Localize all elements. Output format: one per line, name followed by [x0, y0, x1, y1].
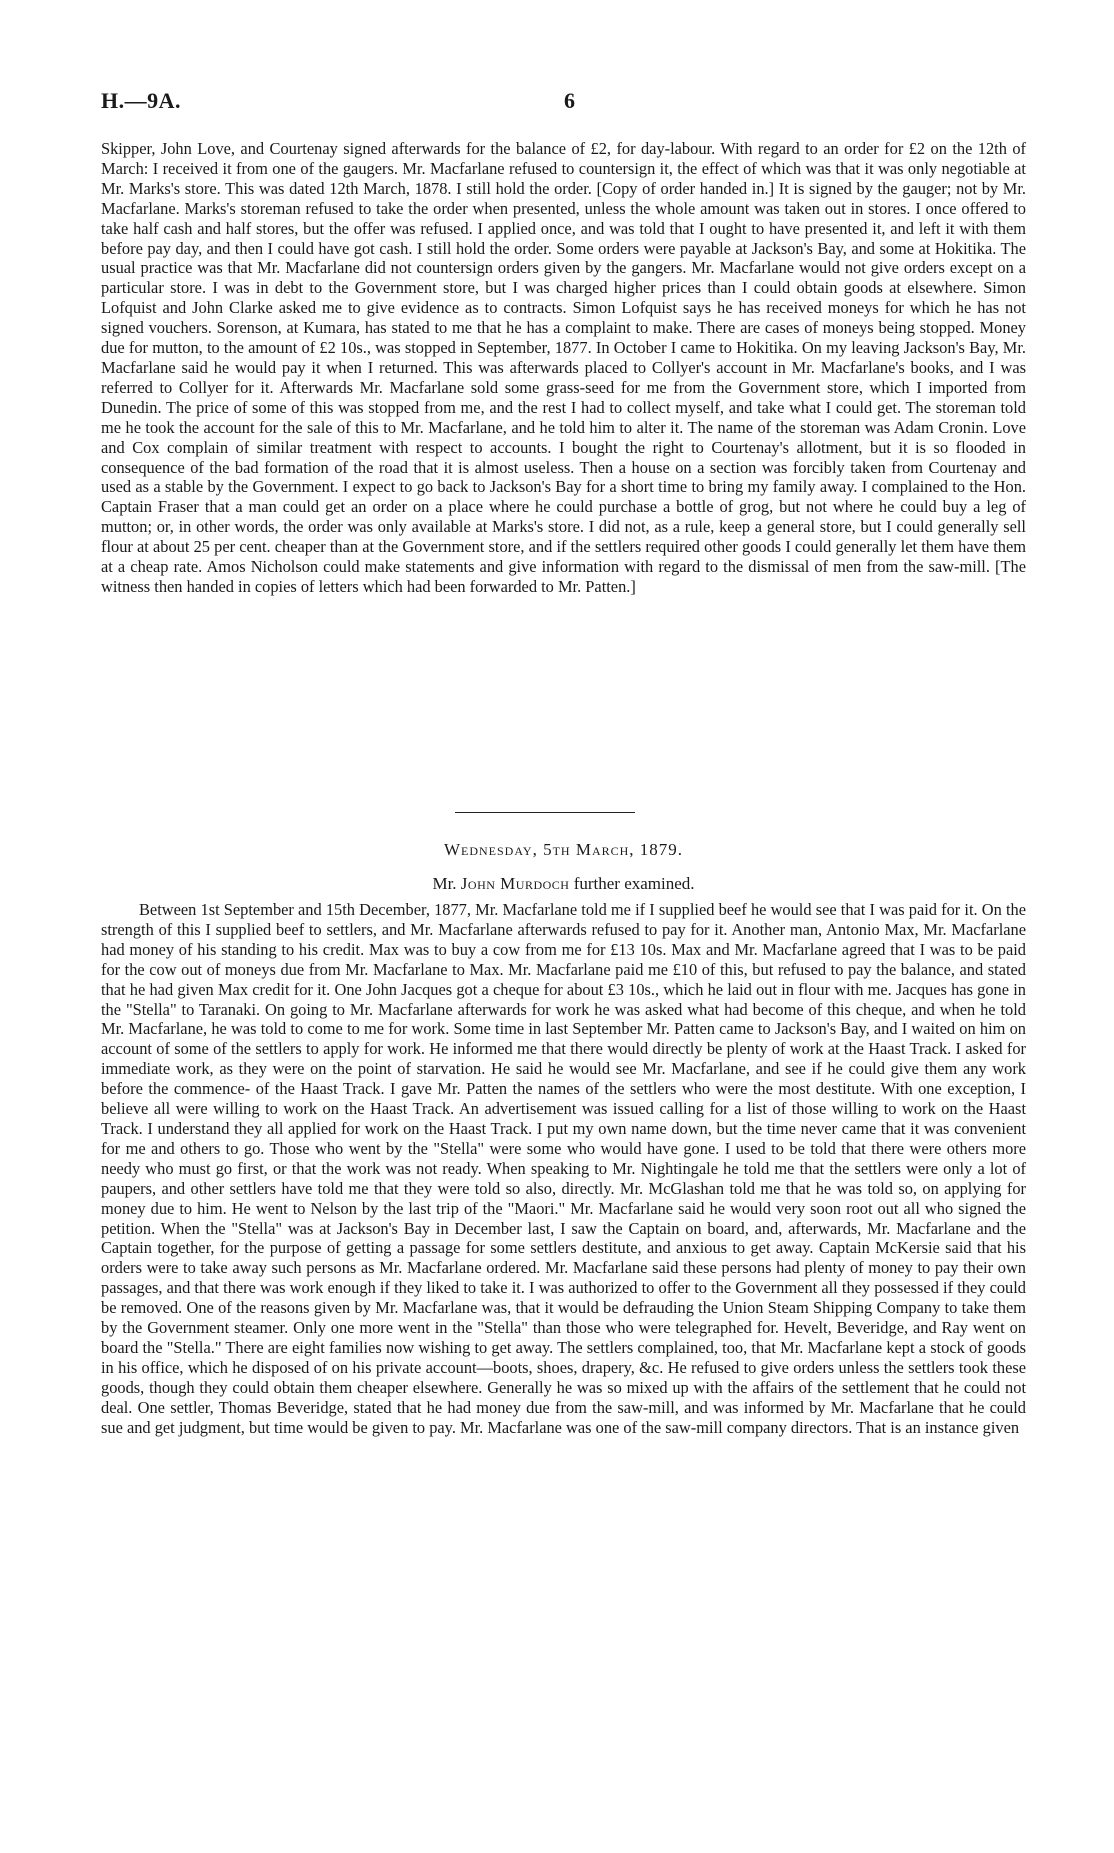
- witness-suffix: further examined.: [573, 874, 695, 893]
- witness-heading: [101, 874, 1026, 894]
- page-number: 6: [564, 88, 575, 113]
- continuation-section: [101, 139, 1026, 597]
- witness-prefix: Mr.: [432, 874, 457, 893]
- testimony-section: [101, 900, 1026, 1437]
- page-header: [101, 88, 1021, 118]
- section-divider: [455, 812, 635, 813]
- document-reference: H.—9A.: [101, 88, 181, 113]
- witness-name: John Murdoch: [460, 874, 570, 893]
- date-heading: Wednesday, 5th March, 1879.: [443, 840, 684, 859]
- continuation-paragraph: Skipper, John Love, and Courtenay signed afterwards for the balance of £2, for day-labour. With regard to an order for £2 on the 12th of March: I received it from one of the gaugers. Mr. Macfarlane refused to countersign it, the effect of which was that it was only negotiable at Mr. Marks's store. This was dated 12th March, 1878. I still hold the order. [Copy of order handed in.] It is signed by the gauger; not by Mr. Macfarlane. Marks's storeman refused to take the order when presented, unless the whole amount was taken out in stores. I once offered to take half cash and half stores, but the offer was refused. I applied once, and was told that I ought to have presented it, and left it with them before pay day, and then I could have got cash. I still hold the order. Some orders were payable at Jackson's Bay, and some at Hokitika. The usual practice was that Mr. Macfarlane did not countersign orders given by the gangers. Mr. Macfarlane would not give orders except on a particular store. I was in debt to the Government store, but I was charged higher prices than I could obtain goods at elsewhere. Simon Lofquist and John Clarke asked me to give evidence as to contracts. Simon Lofquist says he has received moneys for which he has not signed vouchers. Sorenson, at Kumara, has stated to me that he has a complaint to make. There are cases of moneys being stopped. Money due for mutton, to the amount of £2 10s., was stopped in September, 1877. In October I came to Hokitika. On my leaving Jackson's Bay, Mr. Macfarlane said he would pay it when I returned. This was afterwards placed to Collyer's account in Mr. Macfarlane's books, and I was referred to Collyer for it. Afterwards Mr. Macfarlane sold some grass-seed for me from the Government store, which I imported from Dunedin. The price of some of this was stopped from me, and the rest I had to collect myself, and take what I could get. The storeman told me he took the account for the sale of this to Mr. Macfarlane, and he told him to alter it. The name of the storeman was Adam Cronin. Love and Cox complain of similar treatment with respect to accounts. I bought the right to Courtenay's allotment, but it is so flooded in consequence of the bad formation of the road that it is almost useless. Then a house on a section was forcibly taken from Courtenay and used as a stable by the Government. I expect to go back to Jackson's Bay for a short time to bring my family away. I complained to the Hon. Captain Fraser that a man could get an order on a place where he could purchase a bottle of grog, but not where he could buy a leg of mutton; or, in other words, the order was only available at Marks's store. I did not, as a rule, keep a general store, but I could generally sell flour at about 25 per cent. cheaper than at the Government store, and if the settlers required other goods I could generally let them have them at a cheap rate. Amos Nicholson could make statements and give information with regard to the dismissal of men from the saw-mill. [The witness then handed in copies of letters which had been forwarded to Mr. Patten.]: [101, 139, 1026, 596]
- testimony-paragraph: Between 1st September and 15th December, 1877, Mr. Macfarlane told me if I supplied beef he would see that I was paid for it. On the strength of this I supplied beef to settlers, and Mr. Macfarlane afterwards refused to pay for it. Another man, Antonio Max, Mr. Macfarlane had money of his standing to his credit. Max was to buy a cow from me for £13 10s. Max and Mr. Macfarlane agreed that I was to be paid for the cow out of moneys due from Mr. Macfarlane to Max. Mr. Macfarlane paid me £10 of this, but refused to pay the balance, and stated that he had given Max credit for it. One John Jacques got a cheque for about £3 10s., which he laid out in flour with me. Jacques has gone in the "Stella" to Taranaki. On going to Mr. Macfarlane afterwards for work he was asked what had become of this cheque, and when he told Mr. Macfarlane, he was told to come to me for work. Some time in last September Mr. Patten came to Jackson's Bay, and I waited on him on account of some of the settlers to apply for work. He informed me that there would directly be plenty of work at the Haast Track. I asked for immediate work, as they were on the point of starvation. He said he would see Mr. Macfarlane, and see if he could give them any work before the commence- of the Haast Track. I gave Mr. Patten the names of the settlers who were the most destitute. With one exception, I believe all were willing to work on the Haast Track. An advertisement was issued calling for a list of those willing to work on the Haast Track. I understand they all applied for work on the Haast Track. I put my own name down, but the time never came that it was convenient for me and others to go. Those who went by the "Stella" were some who would have gone. I used to be told that there were others more needy who must go first, or that the work was not ready. When speaking to Mr. Nightingale he told me that the settlers were only a lot of paupers, and other settlers have told me that they were told so also, directly. Mr. McGlashan told me that he was told so, on applying for money due to him. He went to Nelson by the last trip of the "Maori." Mr. Macfarlane said he would very soon root out all who signed the petition. When the "Stella" was at Jackson's Bay in December last, I saw the Captain on board, and, afterwards, Mr. Macfarlane and the Captain together, for the purpose of getting a passage for some settlers destitute, and anxious to get away. Captain McKersie said that his orders were to take away such persons as Mr. Macfarlane ordered. Mr. Macfarlane said these persons had plenty of money to pay their own passages, and that there was work enough if they liked to take it. I was authorized to offer to the Government all they possessed if they could be removed. One of the reasons given by Mr. Macfarlane was, that it would be defrauding the Union Steam Shipping Company to take them by the Government steamer. Only one more went in the "Stella" than those who were telegraphed for. Hevelt, Beveridge, and Ray went on board the "Stella." There are eight families now wishing to get away. The settlers complained, too, that Mr. Macfarlane kept a stock of goods in his office, which he disposed of on his private account—boots, shoes, drapery, &c. He refused to give orders unless the settlers took these goods, though they could obtain them cheaper elsewhere. Generally he was so mixed up with the affairs of the settlement that he could not deal. One settler, Thomas Beveridge, stated that he had money due from the saw-mill, and was informed by Mr. Macfarlane that he could sue and get judgment, but time would be given to pay. Mr. Macfarlane was one of the saw-mill company directors. That is an instance given: [101, 900, 1026, 1437]
